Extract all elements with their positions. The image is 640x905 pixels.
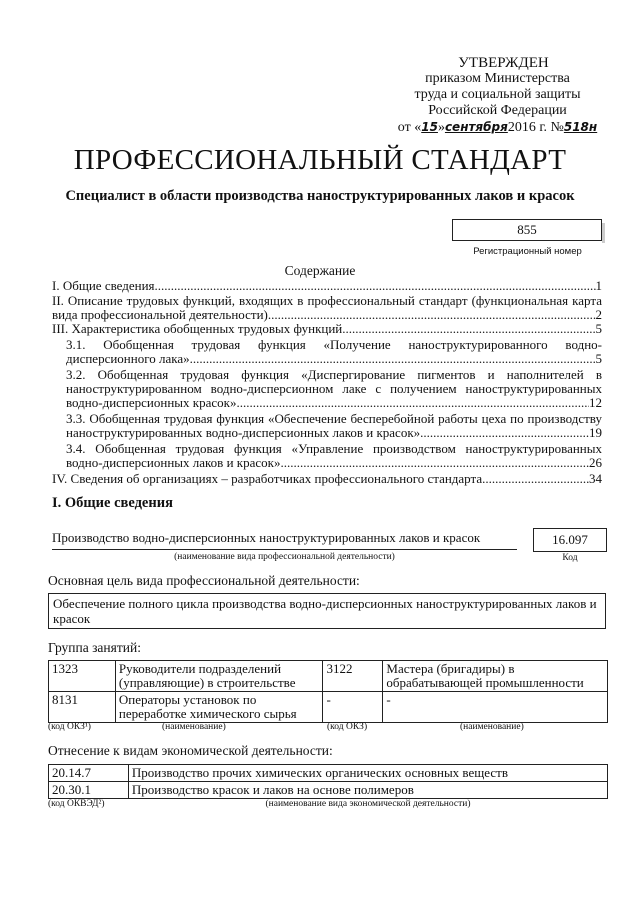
occupation-group-table bbox=[48, 660, 608, 723]
toc-item[interactable]: 3.2. Обобщенная трудовая функция «Диспергирование пигментов и наполнителей в наноструктурированном водно-дисперсионном лаке с получением наноструктурированных водно-дисперсионных красок» ..... 12 bbox=[66, 368, 602, 410]
approval-title: УТВЕРЖДЕН bbox=[458, 55, 549, 71]
toc-item[interactable]: 3.3. Обобщенная трудовая функция «Обеспечение бесперебойной работы цеха по производству наноструктурированных водно-дисперсионных лаков и красок» ..... 19 bbox=[66, 412, 602, 440]
okz-name: Мастера (бригадиры) в обрабатывающей промышленности bbox=[383, 661, 608, 692]
okz-code: 8131 bbox=[49, 692, 116, 723]
okz-code: - bbox=[323, 692, 383, 723]
profession-underline bbox=[52, 549, 517, 550]
toc-item[interactable]: 3.4. Обобщенная трудовая функция «Управление производством наноструктурированных водно-дисперсионных лаков и красок» ..... 26 bbox=[66, 442, 602, 470]
group-caption: (наименование) bbox=[162, 722, 226, 732]
group-caption: (код ОКЗ¹) bbox=[48, 722, 91, 732]
approval-line: приказом Министерства bbox=[425, 71, 570, 86]
okved-caption: (код ОКВЭД²) bbox=[48, 799, 105, 809]
approval-block bbox=[385, 55, 610, 136]
section-heading: I. Общие сведения bbox=[52, 495, 173, 511]
toc-item[interactable]: IV. Сведения об организациях – разработчиках профессионального стандарта ..... 34 bbox=[52, 472, 602, 486]
okz-name: Операторы установок по переработке химического сырья bbox=[115, 692, 323, 723]
group-label: Группа занятий: bbox=[48, 640, 141, 655]
handwritten-day: 15 bbox=[421, 120, 438, 134]
toc-heading: Содержание bbox=[284, 263, 356, 278]
code-caption: Код bbox=[562, 553, 578, 563]
toc-item[interactable]: I. Общие сведения ..... 1 bbox=[52, 279, 602, 293]
profession-name: Производство водно-дисперсионных наноструктурированных лаков и красок bbox=[52, 530, 481, 545]
handwritten-month: сентября bbox=[444, 120, 508, 134]
okved-code: 20.14.7 bbox=[49, 765, 129, 782]
okved-caption: (наименование вида экономической деятельности) bbox=[265, 799, 471, 809]
table-row bbox=[49, 782, 608, 799]
profession-code: 16.097 bbox=[533, 528, 607, 552]
okved-label: Отнесение к видам экономической деятельности: bbox=[48, 743, 333, 758]
goal-text: Обеспечение полного цикла производства водно-дисперсионных наноструктурированных лаков и красок bbox=[48, 593, 606, 629]
table-row bbox=[49, 765, 608, 782]
okz-name: Руководители подразделений (управляющие) в строительстве bbox=[115, 661, 323, 692]
profession-caption: (наименование вида профессиональной деятельности) bbox=[174, 552, 395, 562]
registration-number-label: Регистрационный номер bbox=[473, 246, 582, 257]
okved-table bbox=[48, 764, 608, 799]
okz-code: 3122 bbox=[323, 661, 383, 692]
goal-label: Основная цель вида профессиональной деятельности: bbox=[48, 573, 360, 588]
toc-item[interactable]: III. Характеристика обобщенных трудовых функций ..... 5 bbox=[52, 322, 602, 336]
approval-line: труда и социальной защиты bbox=[414, 87, 581, 102]
approval-date: от «15»сентября2016 г. №518н bbox=[397, 120, 598, 135]
document-subtitle: Специалист в области производства наноструктурированных лаков и красок bbox=[65, 188, 575, 204]
approval-line: Российской Федерации bbox=[428, 103, 567, 118]
toc-item[interactable]: II. Описание трудовых функций, входящих в профессиональный стандарт (функциональная карта вида профессиональной деятельности) ..... 2 bbox=[52, 294, 602, 322]
table-row bbox=[49, 661, 608, 692]
okved-name: Производство прочих химических органических основных веществ bbox=[128, 765, 607, 782]
document-title: ПРОФЕССИОНАЛЬНЫЙ СТАНДАРТ bbox=[73, 144, 567, 176]
registration-number-box: 855 bbox=[452, 219, 602, 241]
okz-name: - bbox=[383, 692, 608, 723]
table-row bbox=[49, 692, 608, 723]
group-caption: (код ОКЗ) bbox=[327, 722, 368, 732]
okved-code: 20.30.1 bbox=[49, 782, 129, 799]
group-caption: (наименование) bbox=[460, 722, 524, 732]
okved-name: Производство красок и лаков на основе полимеров bbox=[128, 782, 607, 799]
handwritten-number: 518н bbox=[563, 120, 598, 134]
okz-code: 1323 bbox=[49, 661, 116, 692]
toc-item[interactable]: 3.1. Обобщенная трудовая функция «Получение наноструктурированного водно- дисперсионного лака» ..... 5 bbox=[66, 338, 602, 366]
